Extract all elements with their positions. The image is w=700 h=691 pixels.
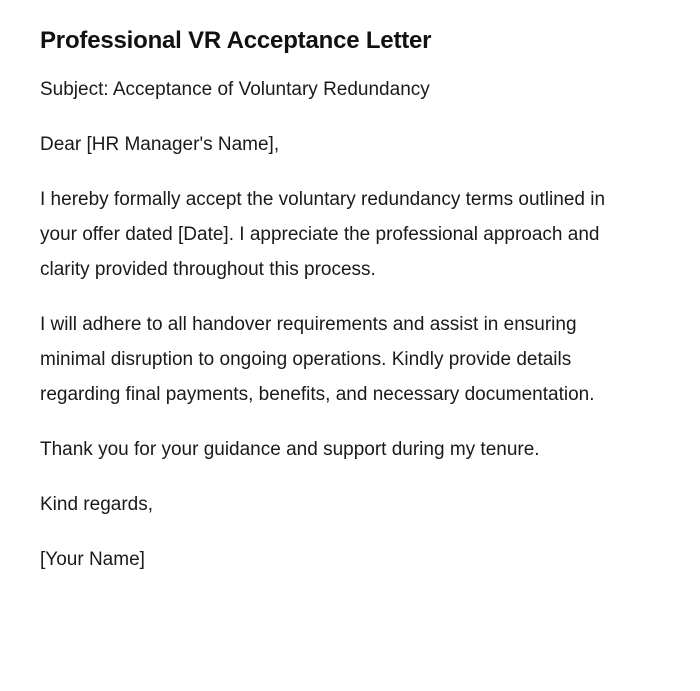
- letter-salutation: Dear [HR Manager's Name],: [40, 134, 280, 155]
- letter-body-paragraph: I hereby formally accept the voluntary redundancy terms outlined in your offer dated [Date]. I appreciate the professional approach and clarity provided throughout this process.: [40, 189, 606, 280]
- letter-body-paragraph: I will adhere to all handover requirements and assist in ensuring minimal disruption to ongoing operations. Kindly provide details regarding final payments, benefits, and necessary documentation.: [40, 314, 595, 405]
- letter: [40, 26, 640, 597]
- letter-title: Professional VR Acceptance Letter: [40, 27, 432, 54]
- letter-body-paragraph: Thank you for your guidance and support during my tenure.: [40, 439, 540, 460]
- letter-closing: Kind regards,: [40, 494, 154, 515]
- letter-subject: Subject: Acceptance of Voluntary Redundancy: [40, 79, 430, 100]
- letter-signature: [Your Name]: [40, 549, 145, 570]
